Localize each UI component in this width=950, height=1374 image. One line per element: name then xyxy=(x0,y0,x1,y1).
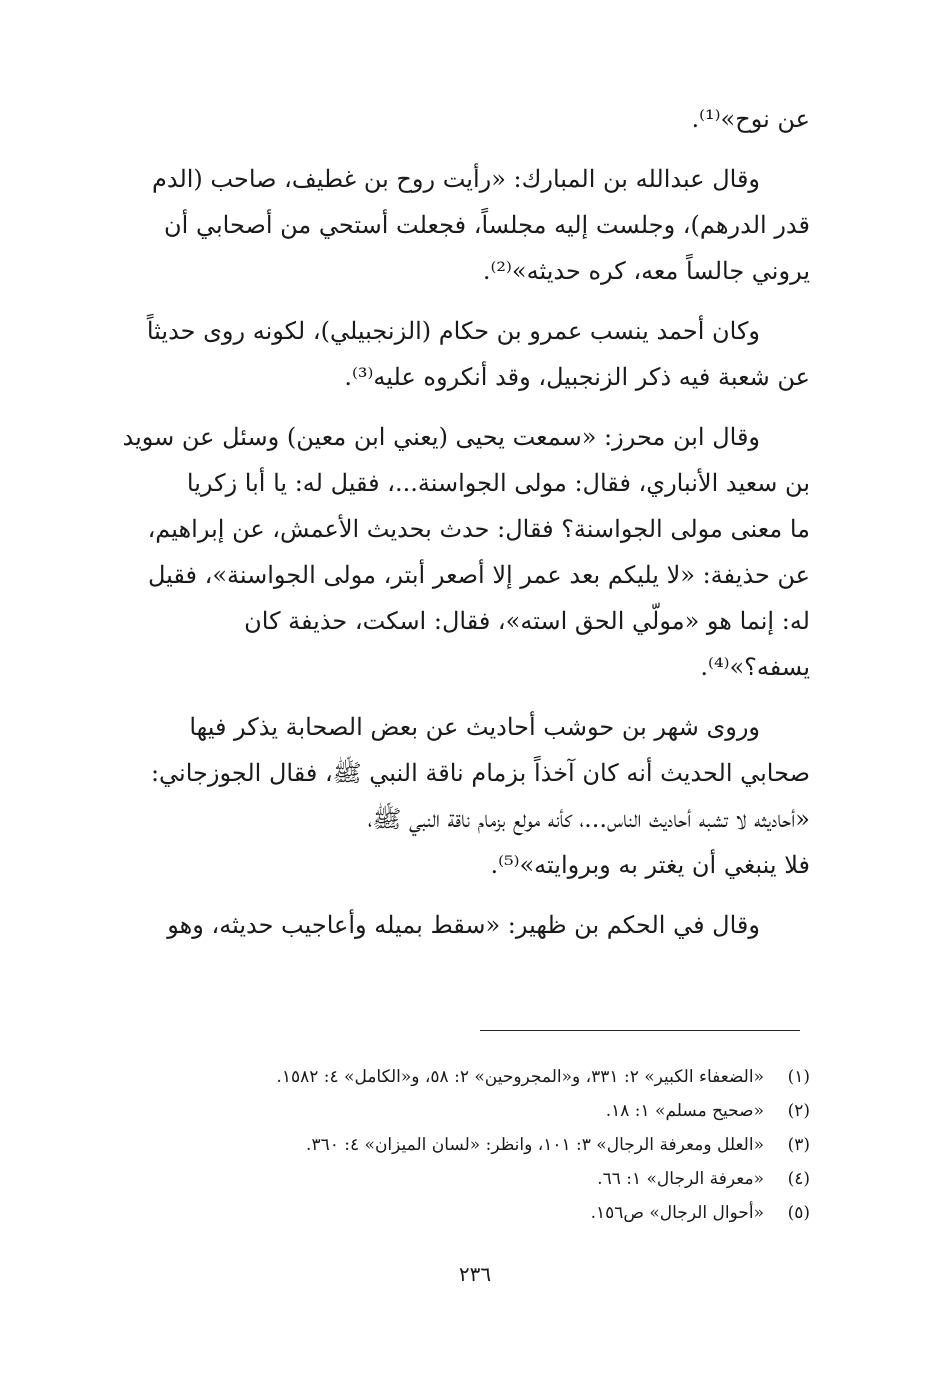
footnote xyxy=(100,1162,810,1196)
text-line: وروى شهر بن حوشب أحاديث عن بعض الصحابة يذكر فيها xyxy=(189,713,760,741)
paragraph-1 xyxy=(100,96,810,142)
footnote-number: (٣) xyxy=(787,1135,810,1155)
paragraph-5 xyxy=(100,704,810,888)
text-line: وقال ابن محرز: «سمعت يحيى (يعني ابن معين) وسئل عن سويد xyxy=(122,423,760,451)
text-line: عن شعبة فيه ذكر الزنجبيل، وقد أنكروه عليه⁽³⁾. xyxy=(344,363,810,391)
text-line: «أحاديثه لا تشبه أحاديث الناس...، كأنه مولع بزمام ناقة النبي ﷺ، xyxy=(367,805,810,833)
main-text xyxy=(100,96,810,962)
text-line: بن سعيد الأنباري، فقال: مولى الجواسنة...، فقيل له: يا أبا زكريا xyxy=(186,469,810,497)
text-line: وقال عبدالله بن المبارك: «رأيت روح بن غطيف، صاحب (الدم xyxy=(151,165,760,193)
footnote-text: «صحيح مسلم» ١: ١٨. xyxy=(605,1101,764,1121)
text-line: عن نوح»⁽¹⁾. xyxy=(691,105,810,133)
text-line: فلا ينبغي أن يغتر به وبروايته»⁽⁵⁾. xyxy=(490,851,810,879)
text-line: ما معنى مولى الجواسنة؟ فقال: حدث بحديث الأعمش، عن إبراهيم، xyxy=(147,515,810,543)
footnotes xyxy=(100,1060,810,1230)
footnote xyxy=(100,1196,810,1230)
footnote-text: «معرفة الرجال» ١: ٦٦. xyxy=(597,1169,764,1189)
footnote-number: (١) xyxy=(787,1067,810,1087)
footnote-text: «العلل ومعرفة الرجال» ٣: ١٠١، وانظر: «لسان الميزان» ٤: ٣٦٠. xyxy=(306,1135,764,1155)
footnote-number: (٤) xyxy=(787,1169,810,1189)
footnote-text: «أحوال الرجال» ص١٥٦. xyxy=(590,1203,764,1223)
footnote-number: (٥) xyxy=(787,1203,810,1223)
text-line: عن حذيفة: «لا يليكم بعد عمر إلا أصعر أبتر، مولى الجواسنة»، فقيل xyxy=(147,561,810,589)
paragraph-6 xyxy=(100,902,810,948)
footnote-separator xyxy=(480,1030,800,1031)
page-number: ٢٣٦ xyxy=(458,1262,492,1286)
text-line: وكان أحمد ينسب عمرو بن حكام (الزنجبيلي)، لكونه روى حديثاً xyxy=(146,317,760,345)
text-line: صحابي الحديث أنه كان آخذاً بزمام ناقة النبي ﷺ، فقال الجوزجاني: xyxy=(150,759,810,787)
paragraph-4 xyxy=(100,414,810,690)
paragraph-3 xyxy=(100,308,810,400)
text-line: وقال في الحكم بن ظهير: «سقط بميله وأعاجيب حديثه، وهو xyxy=(167,911,760,939)
text-line: قدر الدرهم)، وجلست إليه مجلساً، فجعلت أستحي من أصحابي أن xyxy=(164,211,810,239)
footnote xyxy=(100,1094,810,1128)
text-line: يروني جالساً معه، كره حديثه»⁽²⁾. xyxy=(482,257,810,285)
text-line: يسفه؟»⁽⁴⁾. xyxy=(700,653,810,681)
footnote-number: (٢) xyxy=(787,1101,810,1121)
paragraph-2 xyxy=(100,156,810,294)
footnote xyxy=(100,1060,810,1094)
footnote xyxy=(100,1128,810,1162)
footnote-text: «الضعفاء الكبير» ٢: ٣٣١، و«المجروحين» ٢: ٥٨، و«الكامل» ٤: ١٥٨٢. xyxy=(276,1067,764,1087)
text-line: له: إنما هو «مولّي الحق استه»، فقال: اسكت، حذيفة كان xyxy=(244,607,810,635)
